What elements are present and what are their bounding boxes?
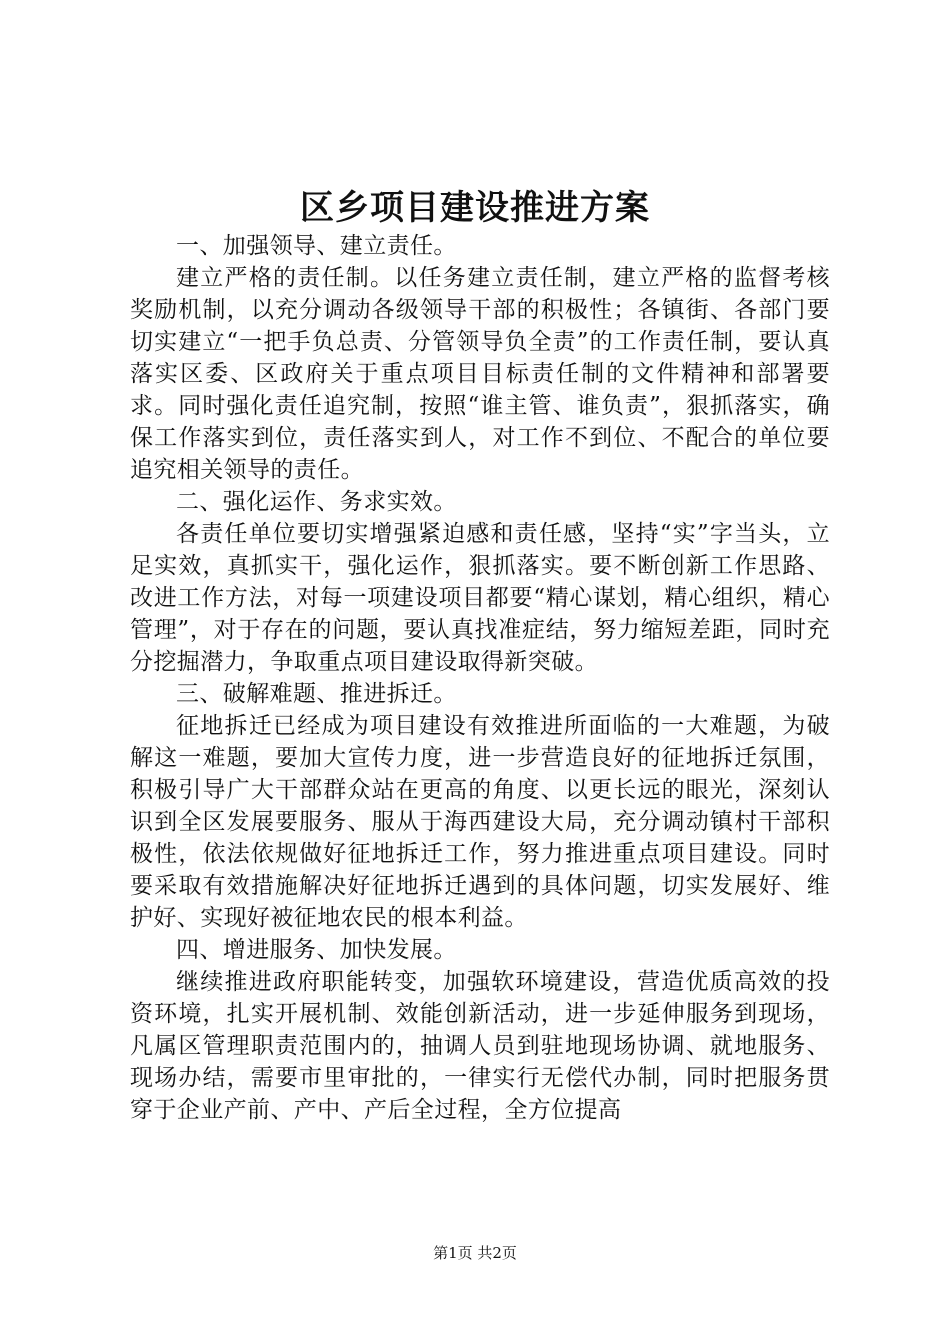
page-footer: 第1页 共2页 — [433, 1244, 517, 1262]
document-title: 区乡项目建设推进方案 — [300, 188, 650, 228]
document-body — [130, 230, 830, 1126]
section-paragraph-2: 各责任单位要切实增强紧迫感和责任感，坚持“实”字当头，立足实效，真抓实干，强化运作，狠抓落实。要不断创新工作思路、改进工作方法，对每一项建设项目都要“精心谋划，精心组织，精心管理”，对于存在的问题，要认真找准症结，努力缩短差距，同时充分挖掘潜力，争取重点项目建设取得新突破。 — [130, 521, 830, 675]
section-heading-4: 四、增进服务、加快发展。 — [176, 937, 457, 963]
section-heading-1: 一、加强领导、建立责任。 — [176, 233, 457, 259]
section-paragraph-1: 建立严格的责任制。以任务建立责任制，建立严格的监督考核奖励机制，以充分调动各级领导干部的积极性；各镇街、各部门要切实建立“一把手负总责、分管领导负全责”的工作责任制，要认真落实区委、区政府关于重点项目目标责任制的文件精神和部署要求。同时强化责任追究制，按照“谁主管、谁负责”，狠抓落实，确保工作落实到位，责任落实到人，对工作不到位、不配合的单位要追究相关领导的责任。 — [130, 265, 830, 483]
section-paragraph-4: 继续推进政府职能转变，加强软环境建设，营造优质高效的投资环境，扎实开展机制、效能创新活动，进一步延伸服务到现场，凡属区管理职责范围内的，抽调人员到驻地现场协调、就地服务、现场办结，需要市里审批的，一律实行无偿代办制，同时把服务贯穿于企业产前、产中、产后全过程，全方位提高 — [130, 969, 830, 1123]
section-heading-3: 三、破解难题、推进拆迁。 — [176, 681, 457, 707]
section-heading-2: 二、强化运作、务求实效。 — [176, 489, 457, 515]
section-paragraph-3: 征地拆迁已经成为项目建设有效推进所面临的一大难题，为破解这一难题，要加大宣传力度，进一步营造良好的征地拆迁氛围，积极引导广大干部群众站在更高的角度、以更长远的眼光，深刻认识到全区发展要服务、服从于海西建设大局，充分调动镇村干部积极性，依法依规做好征地拆迁工作，努力推进重点项目建设。同时要采取有效措施解决好征地拆迁遇到的具体问题，切实发展好、维护好、实现好被征地农民的根本利益。 — [130, 713, 830, 931]
